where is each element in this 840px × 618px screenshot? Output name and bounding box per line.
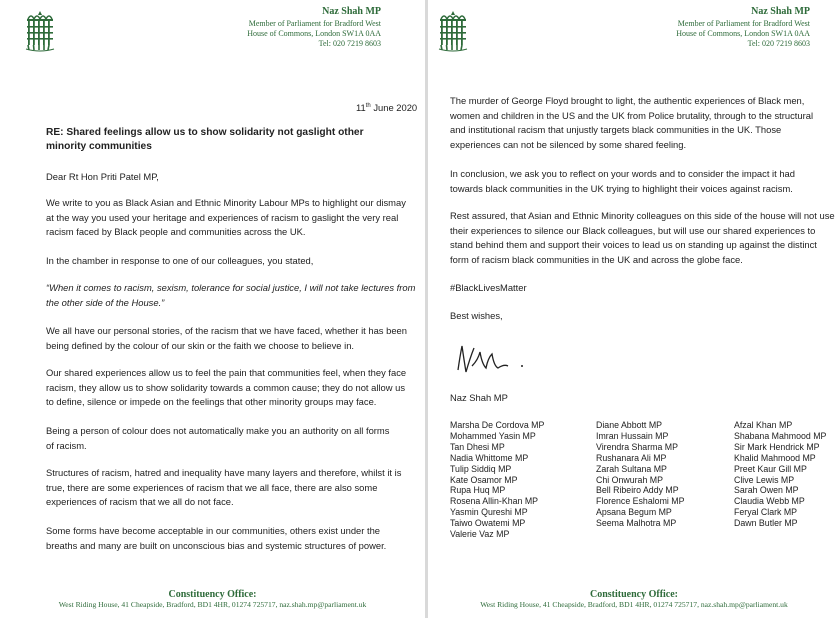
mp-address: House of Commons, London SW1A 0AA — [676, 28, 810, 38]
mp-signatory: Sir Mark Hendrick MP — [734, 441, 820, 452]
footer-address: West Riding House, 41 Cheapside, Bradford, BD1 4HR, 01274 725717, naz.shah.mp@parliament.uk — [58, 600, 367, 609]
mp-list-column-2 — [596, 420, 685, 529]
mp-signatory: Mohammed Yasin MP — [450, 430, 536, 441]
mp-role: Member of Parliament for Bradford West — [677, 18, 810, 28]
letter-subject: RE: Shared feelings allow us to show solidarity not gaslight other minority communities — [46, 127, 364, 152]
mp-signatory: Rushanara Ali MP — [596, 452, 667, 463]
paragraph: We all have our personal stories, of the racism that we have faced, whether it has been being defined by the colour of our skin or the faith we choose to believe in. — [46, 325, 407, 351]
quote: “When it comes to racism, sexism, tolerance for social justice, I will not take lectures from the other side of the House.” — [46, 282, 416, 308]
paragraph: Our shared experiences allow us to feel the pain that communities feel, when they face racism, they allow us to show solidarity towards a common cause; they do not allow us to define, silence or impede on the feelings that other minority groups may face. — [46, 367, 407, 408]
mp-signatory: Rupa Huq MP — [450, 485, 506, 496]
paragraph: Some forms have become acceptable in our communities, others exist under the breaths and many are built on unconscious bias and systemic structures of power. — [46, 525, 387, 551]
mp-signatory: Sarah Owen MP — [734, 485, 799, 496]
footer-title: Constituency Office: — [589, 589, 679, 600]
paragraph: In the chamber in response to one of our colleagues, you stated, — [46, 255, 314, 266]
footer — [428, 589, 840, 609]
mp-name: Naz Shah MP — [322, 6, 381, 17]
mp-signatory: Tulip Siddiq MP — [450, 463, 512, 474]
mp-signatory: Feryal Clark MP — [734, 507, 798, 518]
mp-signatory: Valerie Vaz MP — [450, 529, 510, 540]
mp-list-column-3 — [734, 420, 826, 529]
salutation: Dear Rt Hon Priti Patel MP, — [46, 171, 159, 182]
mp-signatory: Seema Malhotra MP — [596, 518, 677, 529]
mp-signatory: Shabana Mahmood MP — [734, 430, 827, 441]
mp-signatory: Preet Kaur Gill MP — [734, 463, 807, 474]
hashtag: #BlackLivesMatter — [450, 282, 527, 293]
paragraph: The murder of George Floyd brought to light, the authentic experiences of Black men, women and children in the US and the UK from Police brutality, through to the structural and institutional racism that unjustly targets black communities in the UK. Those experiences can not be silenced by some shared feeling. — [450, 95, 814, 150]
mp-signatory: Zarah Sultana MP — [596, 463, 667, 474]
mp-signatory: Virendra Sharma MP — [596, 441, 678, 452]
mp-signatory: Taiwo Owatemi MP — [450, 518, 526, 529]
mp-signatory: Rosena Allin-Khan MP — [450, 496, 539, 507]
mp-signatory: Diane Abbott MP — [596, 420, 663, 430]
mp-address: House of Commons, London SW1A 0AA — [247, 28, 381, 38]
portcullis-icon — [22, 9, 58, 53]
footer-address: West Riding House, 41 Cheapside, Bradford, BD1 4HR, 01274 725717, naz.shah.mp@parliament.uk — [480, 600, 788, 609]
mp-tel: Tel: 020 7219 8603 — [318, 38, 381, 48]
mp-name: Naz Shah MP — [751, 6, 810, 17]
footer-title: Constituency Office: — [168, 589, 257, 600]
letterhead — [247, 6, 381, 49]
footer — [0, 589, 425, 609]
mp-signatory: Florence Eshalomi MP — [596, 496, 685, 507]
mp-signatory: Claudia Webb MP — [734, 496, 805, 507]
signatory-name: Naz Shah MP — [450, 392, 508, 403]
mp-signatory: Bell Ribeiro Addy MP — [596, 485, 679, 496]
signature-icon — [452, 338, 542, 378]
mp-signatory: Afzal Khan MP — [734, 420, 793, 430]
mp-signatory: Marsha De Cordova MP — [450, 420, 545, 430]
paragraph: Being a person of colour does not automatically make you an authority on all forms of racism. — [46, 425, 390, 451]
mp-signatory: Khalid Mahmood MP — [734, 452, 816, 463]
paragraph: In conclusion, we ask you to reflect on your words and to consider the impact it had towards black communities in the UK trying to highlight their voices against racism. — [450, 168, 795, 194]
letter-date: 11th June 2020 — [356, 102, 418, 114]
mp-signatory: Imran Hussain MP — [596, 430, 669, 441]
mp-signatory: Chi Onwurah MP — [596, 474, 663, 485]
mp-signatory: Dawn Butler MP — [734, 518, 798, 529]
mp-tel: Tel: 020 7219 8603 — [747, 38, 810, 48]
mp-list-column-1 — [450, 420, 544, 540]
letter-page-2 — [428, 0, 840, 618]
mp-signatory: Kate Osamor MP — [450, 474, 518, 485]
portcullis-icon — [435, 9, 471, 53]
mp-role: Member of Parliament for Bradford West — [248, 18, 381, 28]
paragraph: Structures of racism, hatred and inequality have many layers and therefore, whilst it is true, there are some experiences of racism that we all face, there are also some experiences of racism that we all do not face. — [46, 467, 402, 508]
mp-signatory: Yasmin Qureshi MP — [450, 507, 528, 518]
mp-signatory: Nadia Whittome MP — [450, 452, 529, 463]
mp-signatory: Apsana Begum MP — [596, 507, 672, 518]
mp-signatory: Clive Lewis MP — [734, 474, 795, 485]
closing: Best wishes, — [450, 310, 503, 321]
letterhead — [676, 6, 810, 49]
paragraph: We write to you as Black Asian and Ethnic Minority Labour MPs to highlight our dismay at the way you used your heritage and experiences of racism to gaslight the very real racism faced by Black people and communities across the UK. — [46, 197, 406, 238]
mp-signatory: Tan Dhesi MP — [450, 441, 505, 452]
paragraph: Rest assured, that Asian and Ethnic Minority colleagues on this side of the house will not use their experiences to silence our Black colleagues, but will use our shared experiences to stand behind them and support their voices to lead us on standing up against the distinct form of racism black communities in the UK and across the globe face. — [450, 210, 835, 265]
